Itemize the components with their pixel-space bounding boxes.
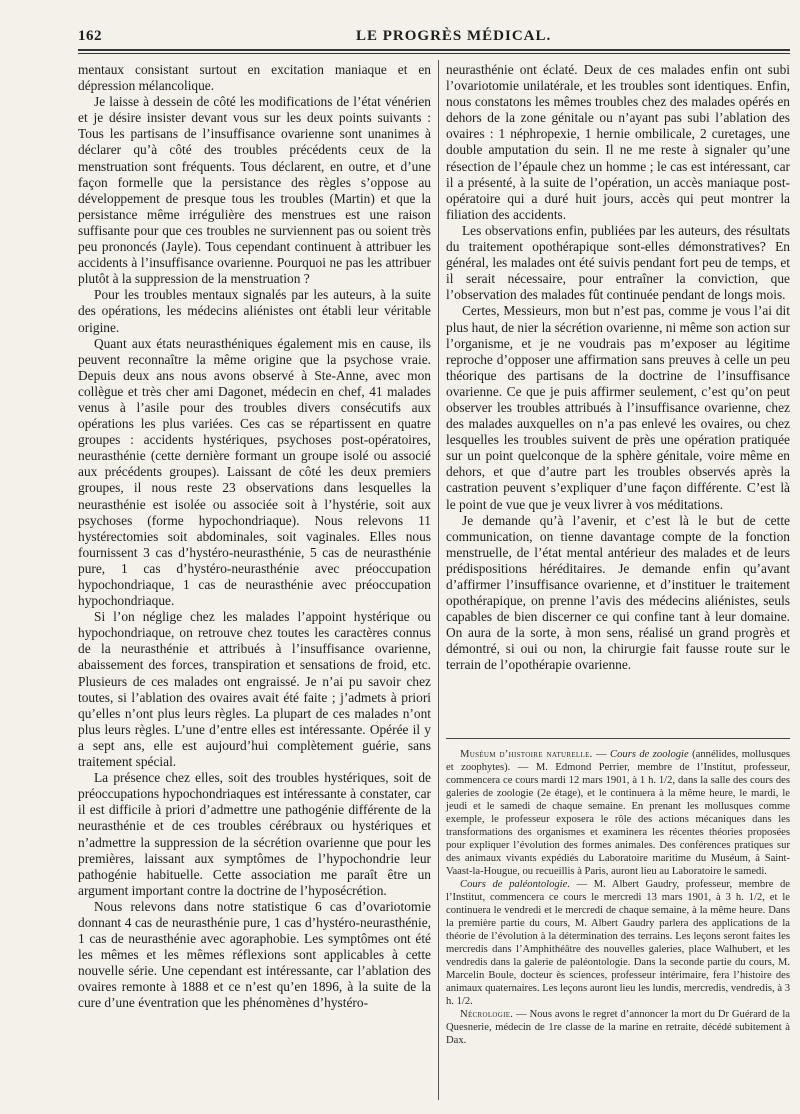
news-notes <box>446 748 790 1047</box>
paragraph: Quant aux états neurasthéniques également mis en cause, ils peuvent reconnaître la même origine que la psychose vraie. Depuis deux ans nous avons observé à Ste-Anne, avec mon collègue et très cher ami Dagonet, médecin en chef, 41 malades venus à l’asile pour des troubles divers consécutifs aux opérations les plus variées. Ces cas se répartissent en quatre groupes : accidents hystériques, psychoses post-opératoires, neurasthénie (cette dernière formant un groupe isolé ou associé aux précédents groupes). Laissant de côté les deux premiers groupes, il nous reste 23 observations dans lesquelles la neurasthénie est isolée ou associée soit à l’hystérie, soit aux psychoses (forme hypochondriaque). Nous relevons 11 hystérectomies soit abdominales, soit vaginales. Elles nous fournissent 3 cas d’hystéro-neurasthénie, 5 cas de neurasthénie pure, 1 cas d’hystéro-neurasthénie avec préoccupation hypochondriaque, 1 cas de neurasthénie avec préoccupation hypochondriaque. <box>78 335 431 609</box>
notes-rule <box>446 738 790 739</box>
paragraph: Certes, Messieurs, mon but n’est pas, comme je vous l’ai dit plus haut, de nier la sécrétion ovarienne, ni même son action sur l’organisme, et je ne voudrais pas m’exposer au légitime reproche d’opposer une affirmation sans preuves à celle un peu théorique des partisans de la doctrine de l’insuffisance ovarienne. Ce que je puis affirmer seulement, c’est qu’on peut observer les troubles attribués à l’insuffisance ovarienne, chez des malades auxquelles on n’a pas enlevé les ovaires, ou chez lesquelles les troubles suivent de près une opération pratiquée sur un point quelconque de la sphère génitale, voire même en dehors, et que d’autre part les troubles observés après la castration peuvent s’expliquer d’une façon différente. C’est là le point de vue que je veux livrer à vos méditations. <box>446 303 790 512</box>
column-divider <box>438 60 439 1100</box>
note-museum: Muséum d’histoire naturelle. — Cours de zoologie (annélides, mollusques et zoophytes). — M. Edmond Perrier, membre de l’Institut, professeur, commencera ce cours mardi 12 mars 1901, à 1 h. 1/2, dans la salle des cours des galeries de zoologie (2e étage), et le continuera à la même heure, le mardi, le jeudi et le samedi de chaque semaine. En prenant les mollusques comme exemple, le professeur exposera le rôle des actions mécaniques dans les transformations des organismes et examinera les récentes théories proposées pour expliquer l’évolution des formes animales. Des conférences pratiques sur des animaux vivants expédiés du Laboratoire maritime du Muséum, à Saint-Vaast-la-Hougue, ou recueillis à Paris, auront lieu au Laboratoire le samedi. <box>446 749 790 877</box>
paragraph: Je demande qu’à l’avenir, et c’est là le but de cette communication, on tienne davantage compte de la fonction menstruelle, de l’état mental antérieur des malades et de leurs prédispositions héréditaires. Je demande enfin qu’avant d’affirmer l’insuffisance ovarienne, et d’instituer le traitement opothérapique, on prenne l’avis des médecins aliénistes, seuls capables de bien discerner ce qui confine tant à leur domaine. On aura de la sorte, à mon sens, réalisé un grand progrès et démontré, si oui ou non, la chirurgie fait fausse route sur le terrain de l’opothérapie ovarienne. <box>446 512 790 673</box>
note-necrology <box>446 1008 790 1047</box>
paragraph: neurasthénie ont éclaté. Deux de ces malades enfin ont subi l’ovariotomie unilatérale, et les troubles sont identiques. Enfin, nous constatons les mêmes troubles chez des malades opérés en dehors de la zone génitale ou n’ayant pas subi l’ablation des ovaires : 1 néphropexie, 1 hernie ombilicale, 2 curetages, une double amputation du sein. Il ne me reste à signaler qu’une résection de l’épaule chez un homme ; le cas est intéressant, car il a présenté, à la suite de l’opération, un accès maniaque post-opératoire qui a duré huit jours, accès qui peut montrer la filiation des accidents. <box>446 62 790 222</box>
paragraph: Les observations enfin, publiées par les auteurs, des résultats du traitement opothérapique sont-elles démonstratives? En général, les malades ont été suivis pendant fort peu de temps, et il serait nécessaire, pour entraîner la conviction, que l’observation des malades fût continuée pendant de longs mois. <box>446 222 790 303</box>
note-title: Cours de zoologie <box>610 749 689 760</box>
paragraph: mentaux consistant surtout en excitation maniaque et en dépression mélancolique. <box>78 62 431 94</box>
note-body: (annélides, mollusques et zoophytes). — M. Edmond Perrier, membre de l’Institut, professeur, commencera ce cours mardi 12 mars 1901, à 1 h. 1/2, dans la salle des cours des galeries de zoologie (2e étage), et le continuera à la même heure, le mardi, le jeudi et le samedi de chaque semaine. En prenant les mollusques comme exemple, le professeur exposera le rôle des actions mécaniques dans les transformations des organismes et examinera les récentes théories proposées pour expliquer l’évolution des formes animales. Des conférences pratiques sur des animaux vivants expédiés du Laboratoire maritime du Muséum, à Saint-Vaast-la-Hougue, ou recueillis à Paris, auront lieu au Laboratoire le samedi. <box>446 749 790 877</box>
paragraph: Si l’on néglige chez les malades l’appoint hystérique ou hypochondriaque, on retrouve chez toutes les caractères connus de la neurasthénie et attribués à l’insuffisance ovarienne, abaissement des forces, transpiration et sensations de froid, etc. Plusieurs de ces malades ont engraissé. Je n’ai pu savoir chez toutes, si l’ablation des ovaires avait été faite ; j’admets à priori qu’elles n’ont plus leurs règles. La plupart de ces malades n’ont plus leurs règles. L’une d’entre elles est intéressante. Opérée il y a sept ans, elle est aujourd’hui complètement guérie, sans traitement spécial. <box>78 609 431 770</box>
note-lead: Nécrologie. <box>460 1009 514 1020</box>
note-body: — M. Albert Gaudry, professeur, membre de l’Institut, commencera ce cours le mercredi 13 mars 1901, à 3 h. 1/2, et le continuera le vendredi et le mercredi de chaque semaine, à la même heure. Dans la première partie du cours, M. Albert Gaudry parlera des applications de la théorie de l’évolution à la détermination des terrains. Les leçons seront faites les mercredis dans l’Amphithéâtre des nouvelles galeries, place Walhubert, et les vendredis dans la galerie de paléontologie. Dans la seconde partie du cours, M. Marcelin Boule, docteur ès sciences, professeur intérimaire, fera l’histoire des animaux quaternaires. Les leçons auront lieu les lundis, mercredis, vendredis, à 3 h. 1/2. <box>446 879 790 1007</box>
note-lead: Muséum d’histoire naturelle. <box>460 749 593 760</box>
paragraph: Pour les troubles mentaux signalés par les auteurs, à la suite des opérations, les médecins aliénistes ont établi leur véritable origine. <box>78 287 431 335</box>
paragraph: Nous relevons dans notre statistique 6 cas d’ovariotomie donnant 4 cas de neurasthénie pure, 1 cas d’hystéro-neurasthénie, 1 cas de neurasthénie avec agoraphobie. Les symptômes ont été les mêmes et les mêmes réflexions sont applicables à cette nouvelle série. Une cependant est intéressante, car l’ablation des ovaires remonte à 1888 et ce n’est qu’en 1896, à la suite de la cure d’une éventration que les phénomènes d’hystéro- <box>78 898 431 1011</box>
running-title: LE PROGRÈS MÉDICAL. <box>356 28 552 44</box>
paragraph: La présence chez elles, soit des troubles hystériques, soit de préoccupations hypochondriaques est intéressante à constater, car il est difficile à priori d’admettre une pathogénie différente de la neurasthénie et de ces troubles cérébraux ou hystériques et n’admettre la suppression de la sécrétion ovarienne que pour les premières, laissant aux symptômes de l’hypochondrie leur pathogénie habituelle. Cette association me paraît être un argument important contre la doctrine de l’hyposécrétion. <box>78 770 431 898</box>
note-body: — Nous avons le regret d’annoncer la mort du Dr Guérard de la Quesnerie, médecin de 1re classe de la marine en retraite, décédé subitement à Dax. <box>446 1009 790 1046</box>
page-header <box>78 26 790 46</box>
note-paleontology <box>446 878 790 1008</box>
header-rule <box>78 49 790 54</box>
note-title: Cours de paléontologie. <box>460 879 570 890</box>
right-column <box>446 62 790 674</box>
paragraph: Je laisse à dessein de côté les modifications de l’état vénérien et je désire insister devant vous sur les deux points suivants : Tous les partisans de l’insuffisance ovarienne sont unanimes à déclarer qu’à côté des troubles précédents ceux de la menstruation sont fréquents. Tous déclarent, en outre, et d’une façon formelle que la persistance des règles s’oppose au développement de presque tous les troubles (Martin) et que la persistance même irrégulière des menstrues est une raison suffisante pour que ces troubles ne surviennent pas ou soient très peu prononcés (Jayle). Tous cependant continuent à attribuer les accidents à l’insuffisance ovarienne. Pourquoi ne pas les attribuer plutôt à la suppression de la menstruation ? <box>78 94 431 287</box>
left-column <box>78 62 431 1012</box>
page-number: 162 <box>78 28 102 44</box>
